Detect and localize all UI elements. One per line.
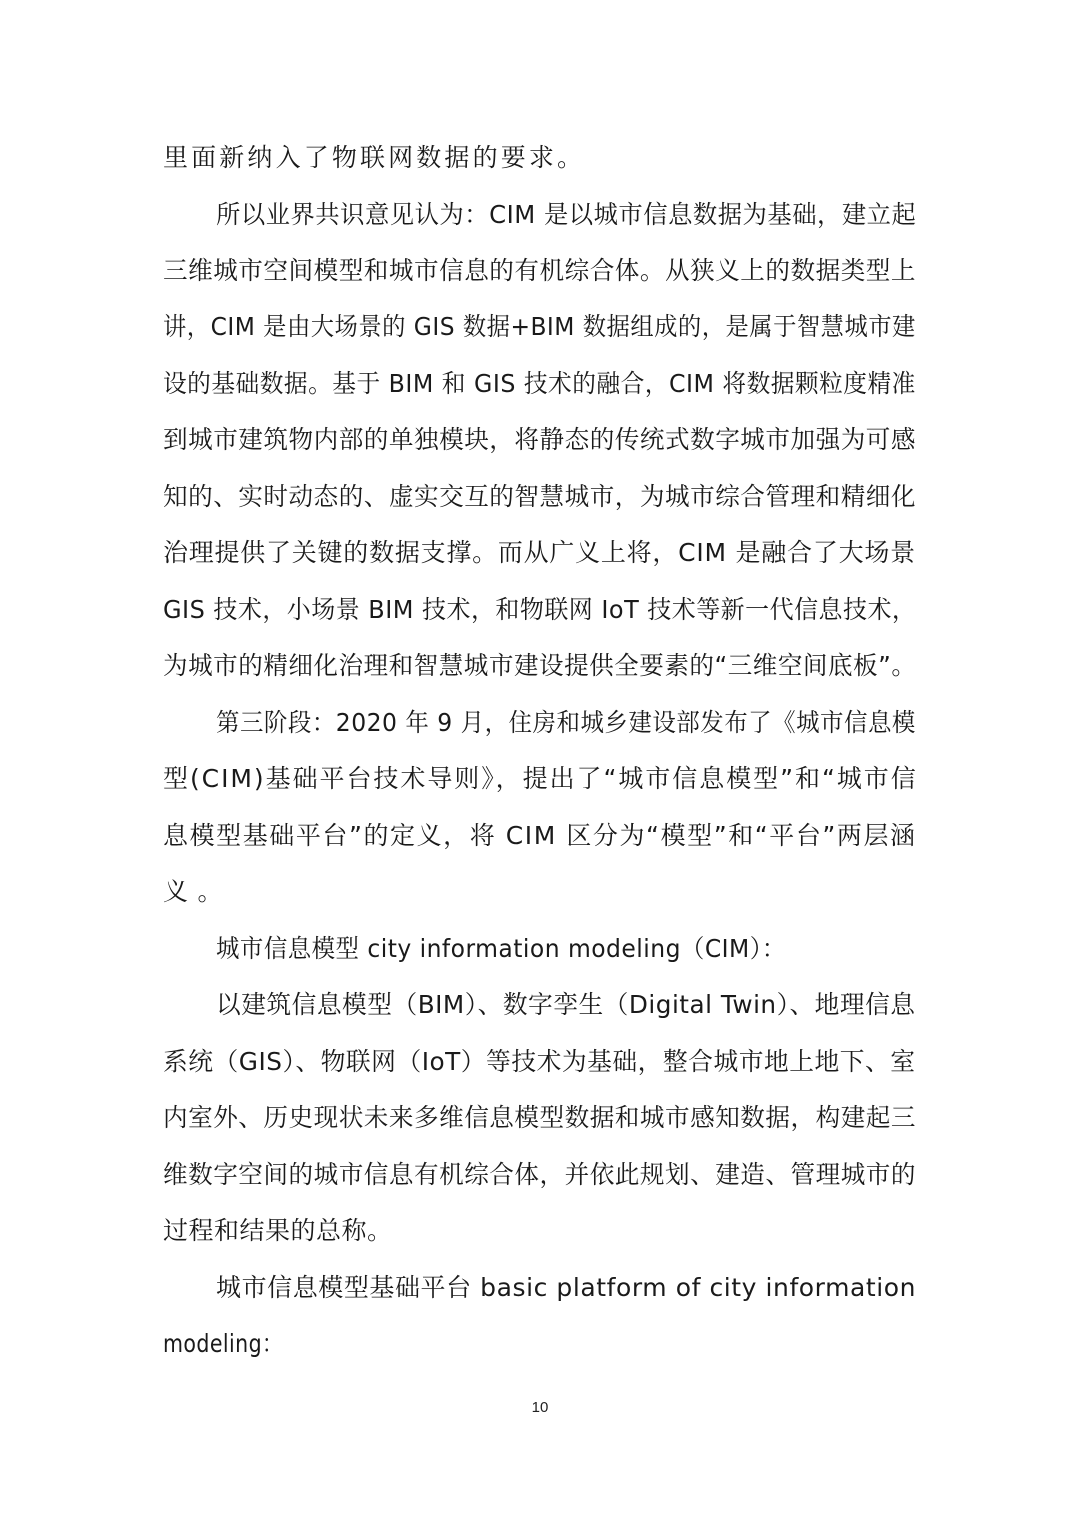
text-line: 内室外、历史现状未来多维信息模型数据和城市感知数据，构建起三	[163, 1103, 917, 1132]
text-line: 义。	[163, 877, 233, 906]
text-line: 城市信息模型基础平台 basic platform of city information	[216, 1273, 917, 1302]
text-line: 三维城市空间模型和城市信息的有机综合体。从狭义上的数据类型上	[163, 256, 917, 285]
text-line: 过程和结果的总称。	[163, 1216, 393, 1245]
text-line: 型(CIM)基础平台技术导则》，提出了“城市信息模型”和“城市信	[163, 764, 918, 793]
text-line: 城市信息模型 city information modeling（CIM）：	[216, 934, 786, 963]
text-line: GIS 技术，小场景 BIM 技术，和物联网 IoT 技术等新一代信息技术，	[163, 595, 917, 624]
text-line: 为城市的精细化治理和智慧城市建设提供全要素的“三维空间底板”。	[163, 651, 917, 680]
text-line: 维数字空间的城市信息有机综合体，并依此规划、建造、管理城市的	[163, 1160, 917, 1189]
text-line: 里面新纳入了物联网数据的要求。	[163, 143, 586, 172]
page-number: 10	[531, 1399, 549, 1416]
text-line: 讲，CIM 是由大场景的 GIS 数据+BIM 数据组成的，是属于智慧城市建	[163, 312, 916, 341]
text-line: 系统（GIS）、物联网（IoT）等技术为基础，整合城市地上地下、室	[163, 1047, 916, 1076]
text-line: 知的、实时动态的、虚实交互的智慧城市，为城市综合管理和精细化	[163, 482, 917, 511]
text-line: 到城市建筑物内部的单独模块，将静态的传统式数字城市加强为可感	[163, 425, 917, 454]
text-line: 息模型基础平台”的定义，将 CIM 区分为“模型”和“平台”两层涵	[163, 821, 917, 850]
text-line: 第三阶段：2020 年 9 月，住房和城乡建设部发布了《城市信息模	[216, 708, 916, 737]
text-line: modeling：	[163, 1329, 284, 1358]
text-line: 治理提供了关键的数据支撑。而从广义上将，CIM 是融合了大场景	[163, 538, 916, 567]
text-line: 设的基础数据。基于 BIM 和 GIS 技术的融合，CIM 将数据颗粒度精准	[163, 369, 916, 398]
text-line: 以建筑信息模型（BIM）、数字孪生（Digital Twin）、地理信息	[216, 990, 916, 1019]
text-line: 所以业界共识意见认为：CIM 是以城市信息数据为基础，建立起	[216, 200, 917, 229]
